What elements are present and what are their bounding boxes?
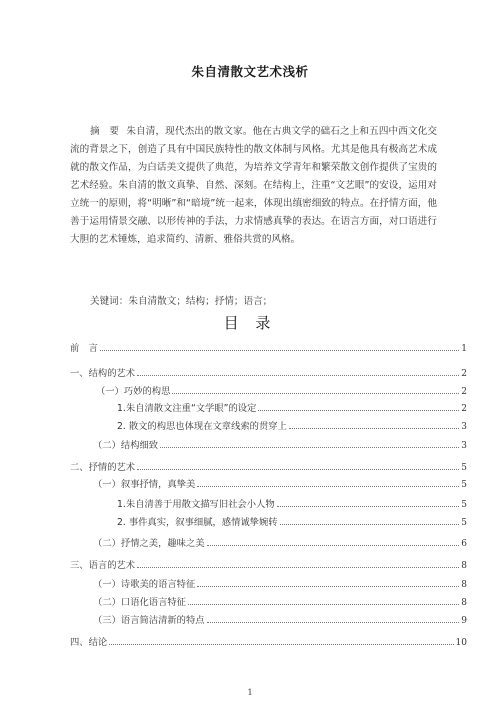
- toc-entry[interactable]: [70, 365, 467, 379]
- toc-entry-title: 四、结论: [70, 637, 108, 648]
- page-title: 朱自清散文艺术浅析: [191, 64, 309, 79]
- toc-leader-dots: [207, 622, 460, 623]
- abstract: [70, 123, 437, 249]
- toc-entry[interactable]: [70, 612, 467, 626]
- toc-leader-dots: [137, 469, 459, 470]
- toc-entry-page: 5: [461, 518, 467, 528]
- toc-entry-title: （一）巧妙的构思: [96, 386, 171, 397]
- toc-entry-title: 2. 散文的构思也体现在文章线索的贯穿上: [117, 421, 287, 432]
- toc-entry-page: 2: [461, 369, 467, 379]
- toc-entry-page: 1: [461, 344, 467, 354]
- toc-entry-title: 三、语言的艺术: [70, 560, 136, 571]
- toc-entry-title: 2. 事件真实，叙事细腻，感情诚挚婉转: [117, 517, 278, 528]
- toc-entry-page: 5: [461, 463, 467, 473]
- toc-leader-dots: [207, 545, 460, 546]
- toc-entry-page: 8: [461, 598, 467, 608]
- toc-entry[interactable]: [70, 594, 467, 608]
- toc-leader-dots: [137, 375, 459, 376]
- toc-leader-dots: [280, 524, 460, 525]
- toc-entry-title: （二）抒情之美，趣味之美: [93, 538, 205, 549]
- toc-heading: 目 录: [223, 314, 277, 332]
- toc-entry-page: 3: [461, 422, 467, 432]
- toc-entry[interactable]: [70, 576, 467, 590]
- toc-entry[interactable]: [70, 340, 467, 354]
- toc-entry-page: 3: [461, 441, 467, 451]
- keywords: 关键词：朱自清散文；结构；抒情；语言；: [90, 296, 273, 307]
- toc-entry[interactable]: [70, 476, 467, 490]
- toc-entry[interactable]: [70, 496, 467, 510]
- toc-entry-title: 1.朱自清散文注重“文学眼”的设定: [117, 403, 257, 414]
- abstract-text: 朱自清，现代杰出的散文家。他在古典文学的础石之上和五四中西文化交流的背景之下，创造了具有中国民族特性的散文体制与风格。尤其是他具有极高艺术成就的散文作品，为白话美文提供了典范，为培养文学青年和繁荣散文创作提供了宝贵的艺术经验。朱自清的散文真挚、自然、深刻。在结构上，注重“文艺眼”的安设，运用对立统一的原则，将“明晰”和“暗境”统一起来，体现出缜密细致的特点。在抒情方面，他善于运用情景交融、以形传神的手法，力求情感真挚的表达。在语言方面，对口语进行大胆的艺术锤炼，追求简约、清新、雅俗共赏的风格。: [70, 126, 437, 245]
- toc-entry-page: 8: [461, 580, 467, 590]
- toc-entry-title: 前 言: [70, 343, 98, 354]
- toc-leader-dots: [258, 410, 459, 411]
- toc-entry-title: 1.朱自清善于用散文描写旧社会小人物: [117, 499, 275, 510]
- toc-entry-title: （二）口语化语言特征: [93, 597, 186, 608]
- toc-entry-page: 5: [461, 500, 467, 510]
- toc-entry-title: （二）结构细致: [93, 440, 159, 451]
- toc-entry[interactable]: [70, 383, 467, 397]
- toc-leader-dots: [197, 586, 459, 587]
- toc-leader-dots: [188, 604, 459, 605]
- toc-leader-dots: [197, 486, 459, 487]
- toc-entry[interactable]: [70, 557, 467, 571]
- toc-entry[interactable]: [70, 400, 467, 414]
- toc-entry-title: 一、结构的艺术: [70, 368, 136, 379]
- toc-entry-page: 8: [461, 561, 467, 571]
- toc-entry-page: 10: [455, 638, 467, 648]
- toc-leader-dots: [109, 644, 453, 645]
- toc-leader-dots: [160, 447, 459, 448]
- page-number: 1: [247, 688, 253, 697]
- toc-entry-title: （三）语言简洁清新的特点: [93, 615, 205, 626]
- toc-leader-dots: [277, 506, 460, 507]
- toc-entry-title: （一）诗歌美的语言特征: [93, 579, 196, 590]
- toc-entry-page: 2: [461, 404, 467, 414]
- toc-entry[interactable]: [70, 418, 467, 432]
- toc-entry-page: 5: [461, 480, 467, 490]
- toc-leader-dots: [289, 428, 459, 429]
- toc-entry-title: 二、抒情的艺术: [70, 462, 136, 473]
- toc-leader-dots: [137, 567, 459, 568]
- toc-entry-page: 2: [461, 387, 467, 397]
- toc-entry-page: 6: [461, 539, 467, 549]
- toc-leader-dots: [100, 350, 459, 351]
- toc-entry[interactable]: [70, 459, 467, 473]
- toc-entry[interactable]: [70, 437, 467, 451]
- toc-entry[interactable]: [70, 535, 467, 549]
- toc-entry[interactable]: [70, 514, 467, 528]
- toc-entry-title: （一）叙事抒情，真挚美: [93, 479, 196, 490]
- toc-entry-page: 9: [461, 616, 467, 626]
- toc-entry[interactable]: [70, 634, 467, 648]
- toc-leader-dots: [172, 393, 459, 394]
- abstract-label: 摘 要: [90, 126, 120, 137]
